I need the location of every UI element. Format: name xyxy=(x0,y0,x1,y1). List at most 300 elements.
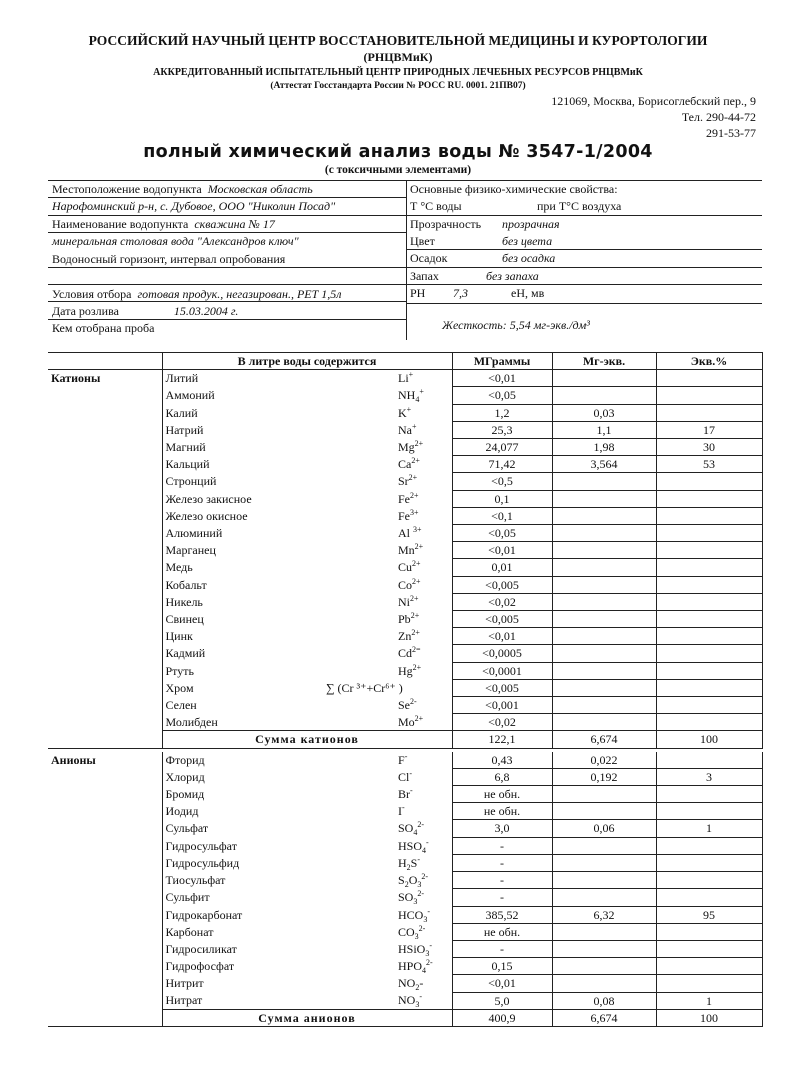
mg-value: <0,001 xyxy=(452,697,552,714)
group-spacer xyxy=(48,923,162,940)
pct-value xyxy=(656,490,762,507)
pct-value xyxy=(656,940,762,957)
meq-value xyxy=(552,786,656,803)
sediment-value: без осадка xyxy=(502,251,556,265)
eh-label: еН, мв xyxy=(511,286,545,300)
meq-value xyxy=(552,542,656,559)
pct-value xyxy=(656,889,762,906)
ion-formula-cell xyxy=(280,975,452,992)
group-spacer xyxy=(48,645,162,662)
ion-name: Алюминий xyxy=(162,525,280,542)
group-spacer xyxy=(48,490,162,507)
cation-row xyxy=(48,697,762,714)
cation-row xyxy=(48,456,762,473)
ion-formula: $NH_4^+$ xyxy=(398,387,424,405)
ion-formula: $S_2O_3^{2-}$ xyxy=(398,872,429,889)
mg-value: <0,02 xyxy=(452,714,552,731)
source-label: Наименование водопункта xyxy=(52,217,189,231)
ion-name: Свинец xyxy=(162,611,280,628)
mg-value: 25,3 xyxy=(452,421,552,438)
anion-row xyxy=(48,975,762,992)
meq-value: 0,08 xyxy=(552,992,656,1009)
meq-value xyxy=(552,387,656,404)
cation-sum-label: Сумма катионов xyxy=(162,731,452,748)
ion-formula-cell xyxy=(280,786,452,803)
anion-row xyxy=(48,837,762,854)
ion-formula: HSiO$_3$- xyxy=(398,940,433,958)
meq-value xyxy=(552,940,656,957)
ion-name: Кадмий xyxy=(162,645,280,662)
ion-formula-cell xyxy=(280,645,452,662)
ion-name: Ртуть xyxy=(162,662,280,679)
ion-name: Нитрат xyxy=(162,992,280,1009)
mg-value: <0,0005 xyxy=(452,645,552,662)
ion-name: Кальций xyxy=(162,456,280,473)
ion-formula: $HPO_4^{2-}$ xyxy=(398,958,433,975)
cation-row xyxy=(48,662,762,679)
ion-formula: ∑ (Cr ³⁺+Cr⁶⁺ ) xyxy=(326,680,403,695)
pct-value xyxy=(656,370,762,387)
ion-formula-cell xyxy=(280,439,452,456)
ion-formula-cell xyxy=(280,421,452,438)
attestation: (Аттестат Госстандарта России № РОСС RU. 0001. 21ПВ07) xyxy=(270,81,526,91)
group-spacer xyxy=(48,889,162,906)
sediment-label: Осадок xyxy=(410,251,448,265)
ion-formula-cell xyxy=(280,525,452,542)
group-spacer xyxy=(48,611,162,628)
cation-row xyxy=(48,421,762,438)
pct-value: 53 xyxy=(656,456,762,473)
meq-value: 3,564 xyxy=(552,456,656,473)
sum-meq: 6,674 xyxy=(552,731,656,748)
props-title: Основные физико-химические свойства: xyxy=(410,182,618,196)
ion-name: Гидросиликат xyxy=(162,940,280,957)
ion-formula: $Ca^{2+}$ xyxy=(398,456,420,472)
cation-row xyxy=(48,542,762,559)
pct-value xyxy=(656,559,762,576)
mg-value: 0,1 xyxy=(452,490,552,507)
meq-value xyxy=(552,370,656,387)
meq-value: 0,022 xyxy=(552,752,656,769)
cation-row xyxy=(48,576,762,593)
ion-name: Марганец xyxy=(162,542,280,559)
meq-value xyxy=(552,559,656,576)
ion-name: Сульфит xyxy=(162,889,280,906)
ion-formula-cell xyxy=(280,370,452,387)
pct-value: 95 xyxy=(656,906,762,923)
cation-row xyxy=(48,507,762,524)
ion-name: Аммоний xyxy=(162,387,280,404)
ion-formula: Al $^{3+}$ xyxy=(398,525,422,541)
hardness-value: Жесткость: 5,54 мг-экв./дм³ xyxy=(442,318,590,332)
ion-formula: $Fe^{3+}$ xyxy=(398,507,419,523)
mg-value: <0,005 xyxy=(452,611,552,628)
pct-value xyxy=(656,975,762,992)
ion-formula: $SO_3^{2-}$ xyxy=(398,889,425,906)
ion-formula-cell xyxy=(280,628,452,645)
location-value: Московская область xyxy=(207,182,313,196)
group-spacer xyxy=(48,439,162,456)
group-spacer xyxy=(48,576,162,593)
anion-row xyxy=(48,768,762,785)
ion-formula: $Sr^{2+}$ xyxy=(398,473,418,489)
mg-value: 24,077 xyxy=(452,439,552,456)
ion-formula-cell xyxy=(280,714,452,731)
group-spacer xyxy=(48,697,162,714)
ion-name: Гидрофосфат xyxy=(162,958,280,975)
ion-formula-cell xyxy=(280,662,452,679)
pct-value: 1 xyxy=(656,992,762,1009)
ion-formula-cell xyxy=(280,542,452,559)
cation-row xyxy=(48,679,762,696)
group-spacer xyxy=(48,628,162,645)
pct-value xyxy=(656,854,762,871)
ion-name: Молибден xyxy=(162,714,280,731)
temp-air-label: при Т°С воздуха xyxy=(537,199,622,213)
ion-formula-cell xyxy=(280,837,452,854)
ion-formula: $Pb^{2+}$ xyxy=(398,611,420,627)
anion-row xyxy=(48,820,762,837)
sum-pct: 100 xyxy=(656,731,762,748)
mg-value: <0,02 xyxy=(452,593,552,610)
phone-2: 291-53-77 xyxy=(706,126,756,140)
group-spacer xyxy=(48,820,162,837)
anion-row xyxy=(48,854,762,871)
ion-formula: Li+ xyxy=(398,370,414,386)
meq-value xyxy=(552,714,656,731)
ion-name: Хром xyxy=(162,679,280,696)
ion-name: Карбонат xyxy=(162,923,280,940)
ion-name: Нитрит xyxy=(162,975,280,992)
ion-formula: $Se^{2-}$ xyxy=(398,697,417,713)
pct-value xyxy=(656,542,762,559)
mg-value: <0,005 xyxy=(452,576,552,593)
pct-value xyxy=(656,752,762,769)
meq-value xyxy=(552,889,656,906)
meq-value xyxy=(552,593,656,610)
mg-value: <0,5 xyxy=(452,473,552,490)
ion-formula-cell xyxy=(280,576,452,593)
cation-row xyxy=(48,628,762,645)
pct-value xyxy=(656,679,762,696)
mg-value: <0,05 xyxy=(452,525,552,542)
group-spacer xyxy=(48,507,162,524)
sum-mg: 400,9 xyxy=(452,1009,552,1026)
anion-row xyxy=(48,940,762,957)
conditions-label: Условия отбора xyxy=(52,287,132,301)
meq-value: 0,03 xyxy=(552,404,656,421)
group-spacer xyxy=(48,803,162,820)
ion-formula-cell xyxy=(280,958,452,975)
meq-value xyxy=(552,507,656,524)
sum-meq: 6,674 xyxy=(552,1009,656,1026)
pct-value xyxy=(656,958,762,975)
ion-formula: $Zn^{2+}$ xyxy=(398,628,420,644)
ion-formula-cell xyxy=(280,456,452,473)
cation-sum-row xyxy=(48,731,762,748)
anion-row xyxy=(48,803,762,820)
sum-pct: 100 xyxy=(656,1009,762,1026)
pct-value xyxy=(656,404,762,421)
group-spacer xyxy=(48,872,162,889)
mg-value: <0,01 xyxy=(452,628,552,645)
group-spacer xyxy=(48,387,162,404)
ion-formula-cell xyxy=(280,872,452,889)
ion-formula-cell xyxy=(280,803,452,820)
mg-value: 6,8 xyxy=(452,768,552,785)
pct-value xyxy=(656,593,762,610)
mg-value: 0,43 xyxy=(452,752,552,769)
pct-value xyxy=(656,576,762,593)
meq-value xyxy=(552,975,656,992)
ion-formula-cell xyxy=(280,490,452,507)
pct-value xyxy=(656,662,762,679)
mg-value: 5,0 xyxy=(452,992,552,1009)
ion-formula-cell xyxy=(280,473,452,490)
mg-value: <0,01 xyxy=(452,370,552,387)
group-spacer xyxy=(48,542,162,559)
meq-value xyxy=(552,958,656,975)
mg-value: не обн. xyxy=(452,803,552,820)
meq-value xyxy=(552,923,656,940)
date-label: Дата розлива xyxy=(52,304,119,318)
anion-row xyxy=(48,906,762,923)
group-spacer xyxy=(48,854,162,871)
cation-row xyxy=(48,611,762,628)
ion-formula-cell xyxy=(280,992,452,1009)
mg-value: <0,01 xyxy=(452,542,552,559)
lab-name: АККРЕДИТОВАННЫЙ ИСПЫТАТЕЛЬНЫЙ ЦЕНТР ПРИРОДНЫХ ЛЕЧЕБНЫХ РЕСУРСОВ РНЦВМиК xyxy=(153,67,643,78)
anion-group-label: Анионы xyxy=(51,752,96,767)
temp-water-label: Т °С воды xyxy=(410,199,462,213)
composition-table xyxy=(48,352,763,1027)
pct-value xyxy=(656,923,762,940)
pct-value xyxy=(656,525,762,542)
group-spacer xyxy=(48,786,162,803)
org-short-name: (РНЦВМиК) xyxy=(363,50,433,64)
cation-row xyxy=(48,525,762,542)
ion-formula: $NO_2-$ xyxy=(398,976,424,993)
cation-row xyxy=(48,404,762,421)
ion-name: Натрий xyxy=(162,421,280,438)
meq-value: 1,1 xyxy=(552,421,656,438)
ion-formula: $SO_4^{2-}$ xyxy=(398,820,425,838)
color-label: Цвет xyxy=(410,234,435,248)
meq-value: 1,98 xyxy=(552,439,656,456)
ion-formula: $Ni^{2+}$ xyxy=(398,593,419,609)
pct-value xyxy=(656,507,762,524)
group-spacer xyxy=(48,404,162,421)
pct-value xyxy=(656,803,762,820)
ion-formula: Br- xyxy=(398,786,413,802)
pct-value xyxy=(656,387,762,404)
pct-value: 30 xyxy=(656,439,762,456)
meq-value xyxy=(552,611,656,628)
mg-value: 3,0 xyxy=(452,820,552,837)
ion-name: Селен xyxy=(162,697,280,714)
ion-name: Гидросульфид xyxy=(162,854,280,871)
ion-formula: $Mg^{2+}$ xyxy=(398,439,424,455)
ion-name: Сульфат xyxy=(162,820,280,837)
meq-value xyxy=(552,645,656,662)
group-spacer xyxy=(48,679,162,696)
pct-value xyxy=(656,786,762,803)
group-spacer xyxy=(48,593,162,610)
ion-formula-cell xyxy=(280,697,452,714)
cation-row xyxy=(48,593,762,610)
group-spacer xyxy=(48,421,162,438)
ion-formula-cell xyxy=(280,923,452,940)
anion-row xyxy=(48,752,762,769)
org-name: РОССИЙСКИЙ НАУЧНЫЙ ЦЕНТР ВОССТАНОВИТЕЛЬНОЙ МЕДИЦИНЫ И КУРОРТОЛОГИИ xyxy=(88,33,708,48)
pct-value xyxy=(656,473,762,490)
ion-formula-cell xyxy=(280,906,452,923)
ion-formula-cell xyxy=(280,940,452,957)
group-spacer xyxy=(48,975,162,992)
ion-formula: Na+ xyxy=(398,421,417,437)
group-spacer xyxy=(48,958,162,975)
pct-value xyxy=(656,697,762,714)
cation-row xyxy=(48,370,762,387)
mg-value: 0,01 xyxy=(452,559,552,576)
ion-name: Бромид xyxy=(162,786,280,803)
mg-value: <0,0001 xyxy=(452,662,552,679)
sampler-label: Кем отобрана проба xyxy=(52,321,155,335)
ion-name: Магний xyxy=(162,439,280,456)
ion-formula: $NO_3^-$ xyxy=(398,992,423,1010)
ion-name: Калий xyxy=(162,404,280,421)
pct-value xyxy=(656,872,762,889)
pct-value xyxy=(656,611,762,628)
document-subtitle: (с токсичными элементами) xyxy=(324,164,472,176)
ion-formula-cell xyxy=(280,611,452,628)
mg-value: - xyxy=(452,889,552,906)
meq-value xyxy=(552,872,656,889)
pct-value: 1 xyxy=(656,820,762,837)
meq-value xyxy=(552,662,656,679)
anion-row xyxy=(48,889,762,906)
meq-value xyxy=(552,490,656,507)
meq-value xyxy=(552,473,656,490)
cation-row xyxy=(48,714,762,731)
pct-value xyxy=(656,837,762,854)
ion-formula-cell xyxy=(280,507,452,524)
ion-formula: $HSO_4^-$ xyxy=(398,837,429,855)
ion-name: Гидросульфат xyxy=(162,837,280,854)
ion-name: Иодид xyxy=(162,803,280,820)
header-meq: Мг-экв. xyxy=(552,353,656,370)
mg-value: - xyxy=(452,940,552,957)
ion-name: Хлорид xyxy=(162,768,280,785)
mg-value: не обн. xyxy=(452,786,552,803)
ion-formula: $Co^{2+}$ xyxy=(398,576,421,592)
ion-formula-cell xyxy=(280,559,452,576)
conditions-value: готовая продук., негазирован., РЕТ 1,5л xyxy=(137,287,342,301)
date-value: 15.03.2004 г. xyxy=(173,304,239,318)
ion-formula: $Hg^{2+}$ xyxy=(398,662,422,678)
ion-formula: I- xyxy=(398,803,405,819)
ion-formula: K+ xyxy=(398,404,412,420)
anion-row xyxy=(48,992,762,1009)
meq-value xyxy=(552,697,656,714)
mg-value: 1,2 xyxy=(452,404,552,421)
meq-value xyxy=(552,628,656,645)
anion-row xyxy=(48,923,762,940)
meq-value: 6,32 xyxy=(552,906,656,923)
pct-value: 17 xyxy=(656,421,762,438)
mg-value: <0,1 xyxy=(452,507,552,524)
mg-value: <0,05 xyxy=(452,387,552,404)
ion-formula: $Cd^{2=}$ xyxy=(398,645,421,661)
ion-name: Кобальт xyxy=(162,576,280,593)
cation-row xyxy=(48,559,762,576)
pct-value xyxy=(656,645,762,662)
group-spacer xyxy=(48,456,162,473)
group-spacer xyxy=(48,1009,162,1026)
header-pct: Экв.% xyxy=(656,353,762,370)
address: 121069, Москва, Борисоглебский пер., 9 xyxy=(551,94,756,108)
ion-formula-cell xyxy=(280,593,452,610)
ph-label: РН xyxy=(410,286,426,300)
group-spacer xyxy=(48,662,162,679)
mg-value: не обн. xyxy=(452,923,552,940)
meq-value xyxy=(552,837,656,854)
color-value: без цвета xyxy=(502,234,553,248)
group-spacer xyxy=(48,473,162,490)
header-contents: В литре воды содержится xyxy=(162,353,452,370)
ion-name: Тиосульфат xyxy=(162,872,280,889)
ion-formula-cell xyxy=(280,854,452,871)
ion-formula: $CO_3^{2-}$ xyxy=(398,923,426,941)
ion-formula: $Mn^{2+}$ xyxy=(398,542,424,558)
anion-row xyxy=(48,786,762,803)
pct-value xyxy=(656,628,762,645)
cation-row xyxy=(48,387,762,404)
group-spacer xyxy=(48,525,162,542)
meq-value xyxy=(552,803,656,820)
ion-formula: F- xyxy=(398,751,408,767)
anion-sum-label: Сумма анионов xyxy=(162,1009,452,1026)
pct-value: 3 xyxy=(656,768,762,785)
meq-value: 0,06 xyxy=(552,820,656,837)
mg-value: 385,52 xyxy=(452,906,552,923)
ion-name: Цинк xyxy=(162,628,280,645)
cation-row xyxy=(48,645,762,662)
anion-row xyxy=(48,872,762,889)
sum-mg: 122,1 xyxy=(452,731,552,748)
ion-formula: $Fe^{2+}$ xyxy=(398,490,419,506)
group-spacer xyxy=(48,940,162,957)
ion-formula: $H_2S^-$ xyxy=(398,854,421,872)
pct-value xyxy=(656,714,762,731)
cation-row xyxy=(48,473,762,490)
group-spacer xyxy=(48,837,162,854)
mg-value: 71,42 xyxy=(452,456,552,473)
smell-value: без запаха xyxy=(486,269,539,283)
ion-formula: $Mo^{2+}$ xyxy=(398,714,424,730)
anion-row xyxy=(48,958,762,975)
ion-name: Железо закисное xyxy=(162,490,280,507)
mg-value: <0,005 xyxy=(452,679,552,696)
ion-name: Фторид xyxy=(162,752,280,769)
mg-value: - xyxy=(452,872,552,889)
ion-name: Железо окисное xyxy=(162,507,280,524)
source-value: скважина № 17 xyxy=(194,217,275,231)
ion-formula: $Cu^{2+}$ xyxy=(398,559,421,575)
group-spacer xyxy=(48,906,162,923)
ion-formula-cell xyxy=(280,404,452,421)
clarity-value: прозрачная xyxy=(502,217,560,231)
